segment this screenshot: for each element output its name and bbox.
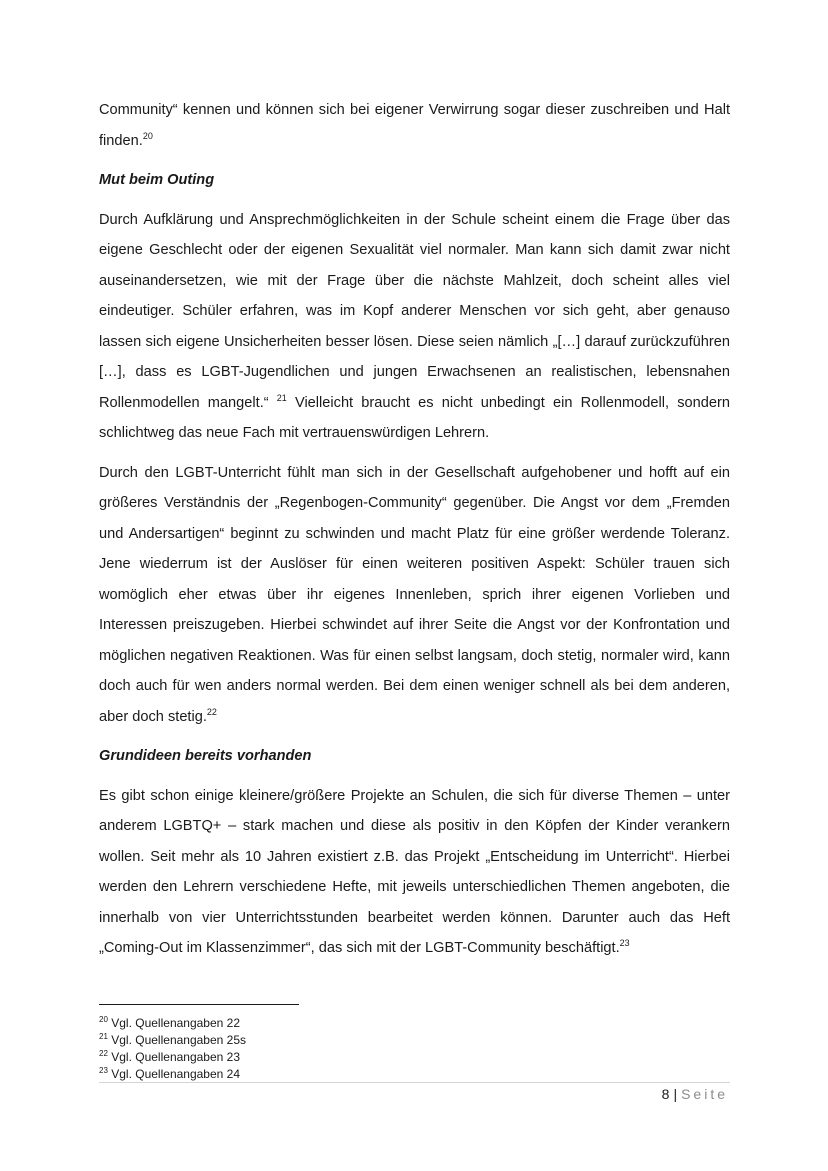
paragraph-aufklaerung: Durch Aufklärung und Ansprechmöglichkeiten in der Schule scheint einem die Frage über das eigene Geschlecht oder der eigenen Sexualität viel normaler. Man kann sich damit zwar nicht auseinandersetzen, wie mit der Frage über die nächste Mahlzeit, doch scheint alles viel eindeutiger. Schüler erfahren, was im Kopf anderer Menschen vor sich geht, aber genauso lassen sich eigene Unsicherheiten besser lösen. Diese seien nämlich „[…] darauf zurückzuführen […], dass es LGBT-Jugendlichen und jungen Erwachsenen an realistischen, lebensnahen Rollenmodellen mangelt.“ $^{21}$ Vielleicht braucht es nicht unbedingt ein Rollenmodell, sondern schlichtweg das neue Fach mit vertrauenswürdigen Lehrern.: [99, 211, 730, 441]
footnote-item: $^{22}$ Vgl. Quellenangaben 23: [99, 1049, 241, 1064]
footer-rule: [99, 1082, 730, 1083]
body-text: [99, 95, 730, 973]
page-number-separator: |: [673, 1086, 678, 1102]
footnote-ref: 22: [206, 706, 217, 717]
footnote-item: $^{23}$ Vgl. Quellenangaben 24: [99, 1066, 241, 1081]
footnotes: [99, 1015, 246, 1083]
page-footer: [662, 1086, 728, 1102]
footnote-ref: 23: [619, 938, 630, 949]
footnote-ref: 21: [276, 392, 287, 403]
footnote-item: $^{21}$ Vgl. Quellenangaben 25s: [99, 1032, 247, 1047]
footnote-separator: [99, 1004, 299, 1005]
page-number: 8: [661, 1086, 670, 1102]
page-label: Seite: [681, 1086, 728, 1102]
paragraph-lgbt-unterricht: Durch den LGBT-Unterricht fühlt man sich in der Gesellschaft aufgehobener und hofft auf ein größeres Verständnis der „Regenbogen-Community“ gegenüber. Die Angst vor dem „Fremden und Andersartigen“ beginnt zu schwinden und macht Platz für eine größer werdende Toleranz. Jene wiederrum ist der Auslöser für einen weiteren positiven Aspekt: Schüler trauen sich womöglich eher etwas über ihr eigenes Innenleben, sprich ihrer eigenen Vorlieben und Interessen preiszugeben. Hierbei schwindet auf ihrer Seite die Angst vor der Konfrontation und möglichen negativen Reaktionen. Was für einen selbst langsam, doch stetig, normaler wird, kann doch auch für wen anders normal werden. Bei dem einen weniger schnell als bei dem anderen, aber doch stetig.$^{22}$: [99, 464, 730, 725]
paragraph-continuation: Community“ kennen und können sich bei eigener Verwirrung sogar dieser zuschreiben und Halt finden.$^{20}$: [99, 102, 730, 149]
paragraph-projekte: Es gibt schon einige kleinere/größere Projekte an Schulen, die sich für diverse Themen – unter anderem LGBTQ+ – stark machen und diese als positiv in den Köpfen der Kinder verankern wollen. Seit mehr als 10 Jahren existiert z.B. das Projekt „Entscheidung im Unterricht“. Hierbei werden den Lehrern verschiedene Hefte, mit jeweils unterschiedlichen Themen angeboten, die innerhalb von vier Unterrichtsstunden bearbeitet werden können. Darunter auch das Heft „Coming-Out im Klassenzimmer“, das sich mit der LGBT-Community beschäftigt.$^{23}$: [99, 787, 730, 956]
section-heading-grundideen: Grundideen bereits vorhanden: [99, 748, 312, 764]
section-heading-mut-beim-outing: Mut beim Outing: [99, 172, 215, 188]
footnote-ref: 20: [142, 130, 153, 141]
footnote-item: $^{20}$ Vgl. Quellenangaben 22: [99, 1015, 241, 1030]
